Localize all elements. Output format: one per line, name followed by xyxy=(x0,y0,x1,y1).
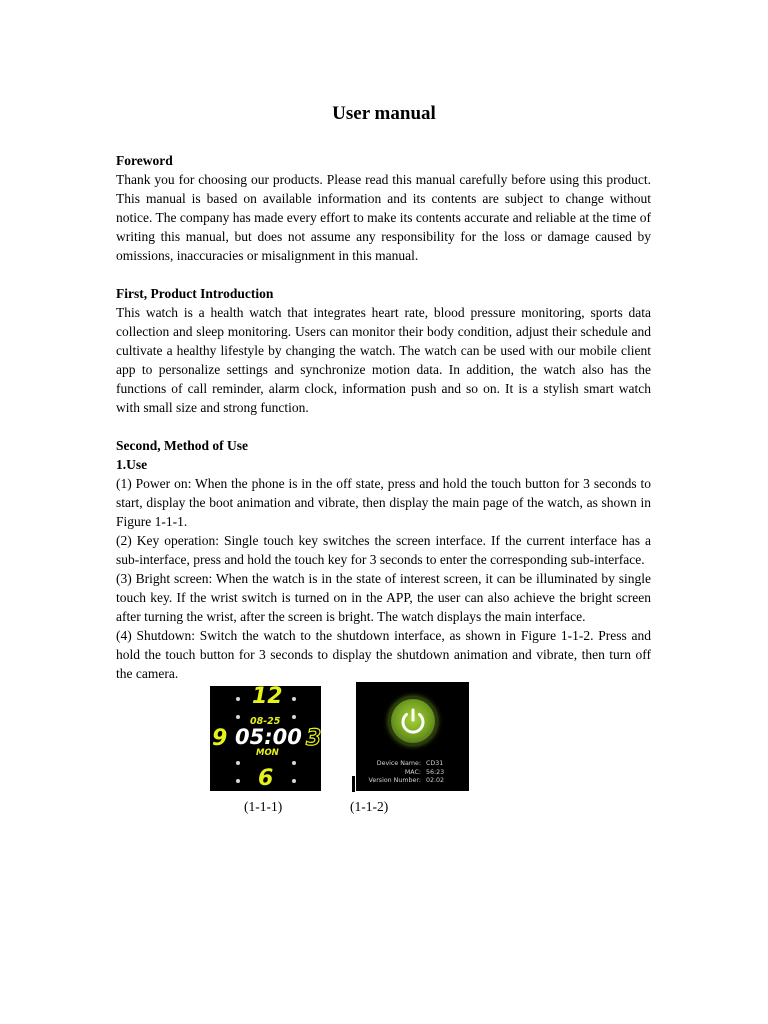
hour-3-numeral: 3 xyxy=(306,726,321,751)
figure-caption-1-1-1: (1-1-1) xyxy=(244,799,283,814)
hour-marker-dot xyxy=(292,715,296,719)
shutdown-screen-figure xyxy=(356,682,469,791)
key-operation-instruction: (2) Key operation: Single touch key switches the screen interface. If the current interface has a sub-interface, press and hold the touch key for 3 seconds to enter the corresponding sub-interface. xyxy=(116,533,651,567)
watch-date: 08-25 xyxy=(250,716,281,727)
foreword-paragraph: Thank you for choosing our products. Please read this manual carefully before using this product. This manual is based on available information and its contents are subject to change without notice. The company has made every effort to make its contents accurate and reliable at the time of writing this manual, but does not assume any responsibility for the loss or damage caused by omissions, inaccuracies or misalignment in this manual. xyxy=(116,172,651,263)
power-icon xyxy=(391,699,435,743)
device-name-label: Device Name: xyxy=(376,760,421,767)
product-introduction-section xyxy=(116,284,651,417)
hour-marker-dot xyxy=(292,697,296,701)
watch-weekday: MON xyxy=(256,748,279,758)
version-label: Version Number: xyxy=(368,777,421,784)
hour-marker-dot xyxy=(236,779,240,783)
figure-caption-1-1-2: (1-1-2) xyxy=(350,799,389,814)
device-name-value: CD31 xyxy=(426,760,444,767)
mac-label: MAC: xyxy=(404,768,421,776)
hour-6-numeral: 6 xyxy=(258,766,274,791)
watch-face-figure xyxy=(210,686,321,791)
mac-row xyxy=(405,769,450,778)
device-name-row xyxy=(377,760,450,769)
power-on-instruction: (1) Power on: When the phone is in the off state, press and hold the touch button for 3 seconds to start, display the boot animation and vibrate, then display the main page of the watch, as shown in Figure 1-1-1. xyxy=(116,476,651,529)
text-cursor-marker xyxy=(352,776,355,792)
hour-marker-dot xyxy=(236,697,240,701)
use-subheading: 1.Use xyxy=(116,457,148,472)
version-value: 02.02 xyxy=(426,777,445,784)
hour-marker-dot xyxy=(292,779,296,783)
hour-marker-dot xyxy=(236,761,240,765)
hour-marker-dot xyxy=(292,761,296,765)
mac-value: 56:23 xyxy=(426,768,445,776)
foreword-heading: Foreword xyxy=(116,153,173,168)
hour-9-numeral: 9 xyxy=(212,726,228,751)
product-introduction-heading: First, Product Introduction xyxy=(116,286,274,301)
version-row xyxy=(369,777,450,786)
method-of-use-section xyxy=(116,436,651,683)
foreword-section xyxy=(116,151,651,265)
power-button xyxy=(391,699,435,743)
bright-screen-instruction: (3) Bright screen: When the watch is in the state of interest screen, it can be illuminated by single touch key. If the wrist switch is turned on in the APP, the user can also achieve the bright screen after turning the wrist, after the screen is bright. The watch displays the main interface. xyxy=(116,571,651,624)
product-introduction-paragraph: This watch is a health watch that integrates heart rate, blood pressure monitoring, sports data collection and sleep monitoring. Users can monitor their body condition, adjust their schedule and cultivate a healthy lifestyle by changing the watch. The watch can be used with our mobile client app to personalize settings and synchronize motion data. In addition, the watch also has the functions of call reminder, alarm clock, information push and so on. It is a stylish smart watch with small size and strong function. xyxy=(116,305,651,415)
method-of-use-heading: Second, Method of Use xyxy=(116,438,248,453)
hour-12-numeral: 12 xyxy=(252,686,283,709)
watch-time: 05:00 xyxy=(235,725,302,749)
page-title: User manual xyxy=(332,103,436,124)
hour-marker-dot xyxy=(236,715,240,719)
shutdown-instruction: (4) Shutdown: Switch the watch to the shutdown interface, as shown in Figure 1-1-2. Press and hold the touch button for 3 seconds to display the shutdown animation and vibrate, then turn off the camera. xyxy=(116,628,651,681)
